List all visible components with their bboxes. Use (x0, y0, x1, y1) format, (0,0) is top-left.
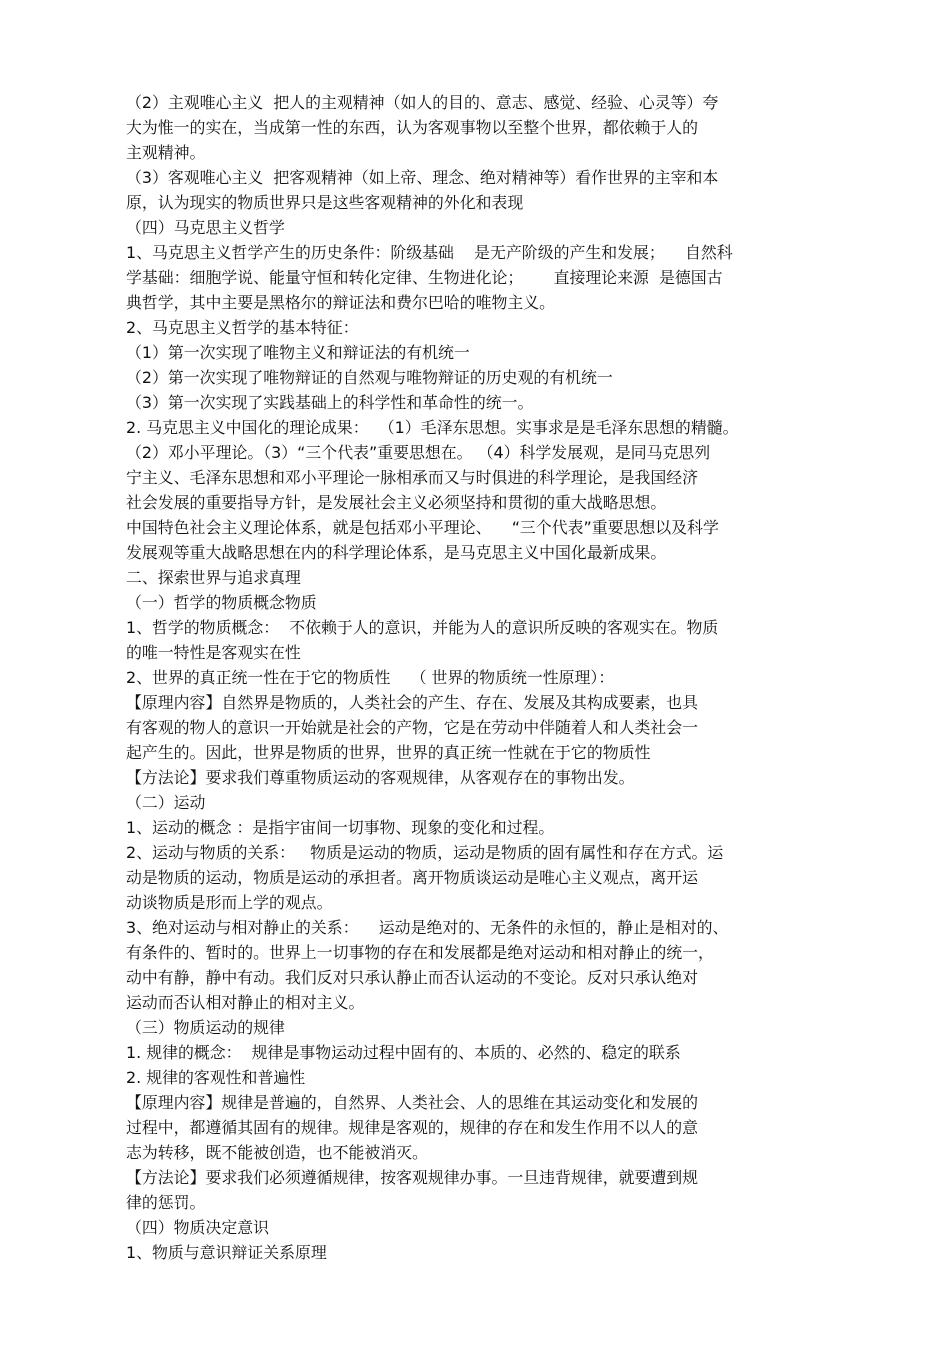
text-line: （1）第一次实现了唯物主义和辩证法的有机统一 (126, 343, 470, 362)
text-line: 原，认为现实的物质世界只是这些客观精神的外化和表现 (126, 193, 524, 212)
text-line: 1、运动的概念 ：是指宇宙间一切事物、现象的变化和过程。 (126, 818, 555, 837)
text-line: 社会发展的重要指导方针，是发展社会主义必须坚持和贯彻的重大战略思想。 (126, 493, 667, 512)
text-line: 1、物质与意识辩证关系原理 (126, 1243, 327, 1262)
text-line: 有条件的、暂时的。世界上一切事物的存在和发展都是绝对运动和相对静止的统一， (126, 943, 714, 962)
text-line: 主观精神。 (126, 143, 206, 162)
text-line: （二）运动 (126, 793, 206, 812)
text-line: 2、运动与物质的关系： 物质是运动的物质，运动是物质的固有属性和存在方式。运 (126, 843, 724, 862)
text-line: 大为惟一的实在，当成第一性的东西，认为客观事物以至整个世界，都依赖于人的 (126, 118, 699, 137)
text-line: （2）主观唯心主义 把人的主观精神（如人的目的、意志、感觉、经验、心灵等）夸 (126, 93, 719, 112)
text-line: （2）第一次实现了唯物辩证的自然观与唯物辩证的历史观的有机统一 (126, 368, 613, 387)
text-line: 2. 马克思主义中国化的理论成果： （1）毛泽东思想。实事求是是毛泽东思想的精髓。 (126, 418, 739, 437)
text-line: 典哲学，其中主要是黑格尔的辩证法和费尔巴哈的唯物主义。 (126, 293, 556, 312)
text-line: 2. 规律的客观性和普遍性 (126, 1068, 306, 1087)
text-line: 2、马克思主义哲学的基本特征： (126, 318, 359, 337)
text-line: 【原理内容】规律是普遍的，自然界、人类社会、人的思维在其运动变化和发展的 (126, 1093, 699, 1112)
text-line: （四）物质决定意识 (126, 1218, 270, 1237)
text-line: 有客观的物人的意识一开始就是社会的产物，它是在劳动中伴随着人和人类社会一 (126, 718, 699, 737)
text-line: 发展观等重大战略思想在内的科学理论体系，是马克思主义中国化最新成果。 (126, 543, 667, 562)
text-line: 律的惩罚。 (126, 1193, 206, 1212)
text-line: 起产生的。因此，世界是物质的世界，世界的真正统一性就在于它的物质性 (126, 743, 651, 762)
text-line: 【方法论】要求我们必须遵循规律，按客观规律办事。一旦违背规律，就要遭到规 (126, 1168, 699, 1187)
text-line: 1. 规律的概念： 规律是事物运动过程中固有的、本质的、必然的、稳定的联系 (126, 1043, 681, 1062)
text-line: 宁主义、毛泽东思想和邓小平理论一脉相承而又与时俱进的科学理论，是我国经济 (126, 468, 699, 487)
text-line: 1、马克思主义哲学产生的历史条件：阶级基础 是无产阶级的产生和发展； 自然科 (126, 243, 733, 262)
text-line: （一）哲学的物质概念物质 (126, 593, 317, 612)
text-line: 【方法论】要求我们尊重物质运动的客观规律，从客观存在的事物出发。 (126, 768, 635, 787)
text-line: （2）邓小平理论。（3）“三个代表”重要思想在。 （4）科学发展观，是同马克思列 (126, 443, 711, 462)
text-line: 中国特色社会主义理论体系，就是包括邓小平理论、 “三个代表”重要思想以及科学 (126, 518, 719, 537)
text-line: 过程中，都遵循其固有的规律。规律是客观的，规律的存在和发生作用不以人的意 (126, 1118, 699, 1137)
text-line: 学基础：细胞学说、能量守恒和转化定律、生物进化论； 直接理论来源 是德国古 (126, 268, 723, 287)
text-line: （3）第一次实现了实践基础上的科学性和革命性的统一。 (126, 393, 534, 412)
text-line: （四）马克思主义哲学 (126, 218, 285, 237)
text-line: 动是物质的运动，物质是运动的承担者。离开物质谈运动是唯心主义观点，离开运 (126, 868, 699, 887)
text-line: 的唯一特性是客观实在性 (126, 643, 301, 662)
text-line: 运动而否认相对静止的相对主义。 (126, 993, 365, 1012)
text-line: 2、世界的真正统一性在于它的物质性 （ 世界的物质统一性原理）： (126, 668, 615, 687)
text-line: 1、哲学的物质概念： 不依赖于人的意识，并能为人的意识所反映的客观实在。物质 (126, 618, 719, 637)
text-line: 志为转移，既不能被创造，也不能被消灭。 (126, 1143, 428, 1162)
text-line: （3）客观唯心主义 把客观精神（如上帝、理念、绝对精神等）看作世界的主宰和本 (126, 168, 719, 187)
text-line: 【原理内容】自然界是物质的，人类社会的产生、存在、发展及其构成要素，也具 (126, 693, 699, 712)
text-line: （三）物质运动的规律 (126, 1018, 285, 1037)
text-line: 3、绝对运动与相对静止的关系： 运动是绝对的、无条件的永恒的，静止是相对的、 (126, 918, 729, 937)
text-line: 动谈物质是形而上学的观点。 (126, 893, 333, 912)
text-line: 二、探索世界与追求真理 (126, 568, 301, 587)
text-line: 动中有静，静中有动。我们反对只承认静止而否认运动的不变论。反对只承认绝对 (126, 968, 699, 987)
